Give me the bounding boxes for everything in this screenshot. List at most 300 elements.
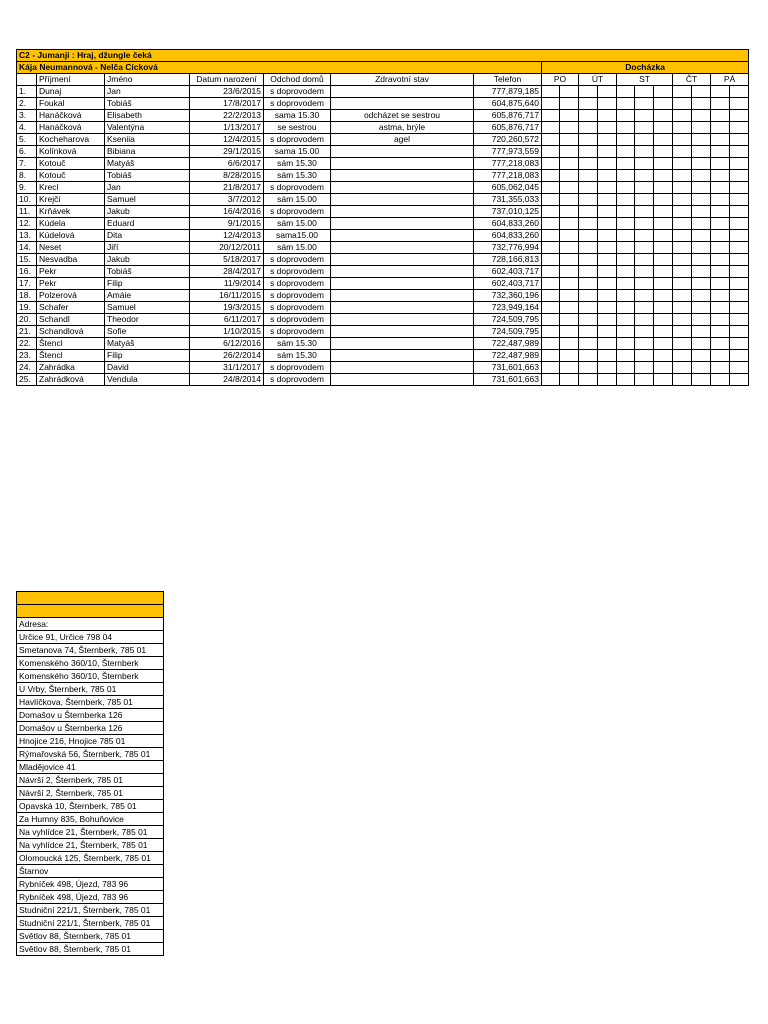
attendance-cell[interactable] bbox=[579, 146, 598, 158]
attendance-cell[interactable] bbox=[654, 338, 673, 350]
attendance-cell[interactable] bbox=[617, 362, 635, 374]
attendance-cell[interactable] bbox=[711, 86, 730, 98]
attendance-cell[interactable] bbox=[673, 302, 692, 314]
attendance-cell[interactable] bbox=[673, 230, 692, 242]
attendance-cell[interactable] bbox=[542, 194, 560, 206]
attendance-cell[interactable] bbox=[635, 242, 654, 254]
attendance-cell[interactable] bbox=[560, 182, 579, 194]
attendance-cell[interactable] bbox=[711, 278, 730, 290]
attendance-cell[interactable] bbox=[692, 266, 711, 278]
attendance-cell[interactable] bbox=[711, 254, 730, 266]
attendance-cell[interactable] bbox=[635, 290, 654, 302]
attendance-cell[interactable] bbox=[635, 182, 654, 194]
attendance-cell[interactable] bbox=[542, 170, 560, 182]
attendance-cell[interactable] bbox=[635, 170, 654, 182]
departure-cell: sám 15.30 bbox=[264, 170, 331, 182]
attendance-cell[interactable] bbox=[598, 350, 617, 362]
attendance-cell[interactable] bbox=[673, 314, 692, 326]
attendance-cell[interactable] bbox=[598, 98, 617, 110]
attendance-cell[interactable] bbox=[654, 230, 673, 242]
attendance-cell[interactable] bbox=[635, 326, 654, 338]
attendance-cell[interactable] bbox=[730, 98, 749, 110]
first-name-cell: Matyáš bbox=[105, 338, 190, 350]
attendance-cell[interactable] bbox=[673, 158, 692, 170]
attendance-cell[interactable] bbox=[560, 122, 579, 134]
address-cell: Rybníček 498, Újezd, 783 96 bbox=[17, 891, 164, 904]
attendance-cell[interactable] bbox=[692, 98, 711, 110]
attendance-cell[interactable] bbox=[579, 302, 598, 314]
attendance-cell[interactable] bbox=[673, 266, 692, 278]
attendance-cell[interactable] bbox=[730, 254, 749, 266]
attendance-cell[interactable] bbox=[654, 134, 673, 146]
attendance-cell[interactable] bbox=[730, 86, 749, 98]
attendance-cell[interactable] bbox=[598, 158, 617, 170]
attendance-cell[interactable] bbox=[598, 86, 617, 98]
attendance-cell[interactable] bbox=[711, 230, 730, 242]
attendance-cell[interactable] bbox=[730, 266, 749, 278]
attendance-cell[interactable] bbox=[730, 290, 749, 302]
attendance-cell[interactable] bbox=[617, 266, 635, 278]
attendance-cell[interactable] bbox=[730, 314, 749, 326]
attendance-cell[interactable] bbox=[673, 134, 692, 146]
attendance-cell[interactable] bbox=[542, 146, 560, 158]
attendance-cell[interactable] bbox=[654, 290, 673, 302]
attendance-cell[interactable] bbox=[654, 374, 673, 386]
attendance-cell[interactable] bbox=[711, 194, 730, 206]
attendance-cell[interactable] bbox=[711, 134, 730, 146]
attendance-cell[interactable] bbox=[598, 362, 617, 374]
attendance-cell[interactable] bbox=[579, 170, 598, 182]
attendance-cell[interactable] bbox=[673, 254, 692, 266]
attendance-cell[interactable] bbox=[692, 242, 711, 254]
attendance-cell[interactable] bbox=[579, 362, 598, 374]
attendance-cell[interactable] bbox=[673, 146, 692, 158]
attendance-cell[interactable] bbox=[654, 254, 673, 266]
attendance-cell[interactable] bbox=[635, 350, 654, 362]
attendance-cell[interactable] bbox=[542, 338, 560, 350]
attendance-cell[interactable] bbox=[579, 242, 598, 254]
attendance-cell[interactable] bbox=[598, 170, 617, 182]
attendance-cell[interactable] bbox=[692, 278, 711, 290]
attendance-cell[interactable] bbox=[730, 362, 749, 374]
attendance-cell[interactable] bbox=[654, 362, 673, 374]
attendance-cell[interactable] bbox=[598, 194, 617, 206]
attendance-cell[interactable] bbox=[617, 110, 635, 122]
attendance-cell[interactable] bbox=[635, 158, 654, 170]
attendance-cell[interactable] bbox=[560, 266, 579, 278]
attendance-cell[interactable] bbox=[542, 350, 560, 362]
attendance-cell[interactable] bbox=[711, 266, 730, 278]
attendance-cell[interactable] bbox=[673, 206, 692, 218]
attendance-cell[interactable] bbox=[617, 314, 635, 326]
attendance-cell[interactable] bbox=[635, 278, 654, 290]
attendance-cell[interactable] bbox=[560, 86, 579, 98]
attendance-cell[interactable] bbox=[560, 98, 579, 110]
attendance-cell[interactable] bbox=[617, 254, 635, 266]
attendance-cell[interactable] bbox=[617, 326, 635, 338]
attendance-cell[interactable] bbox=[598, 254, 617, 266]
attendance-cell[interactable] bbox=[598, 302, 617, 314]
attendance-cell[interactable] bbox=[542, 254, 560, 266]
attendance-cell[interactable] bbox=[654, 110, 673, 122]
attendance-cell[interactable] bbox=[730, 242, 749, 254]
attendance-cell[interactable] bbox=[730, 350, 749, 362]
attendance-cell[interactable] bbox=[579, 158, 598, 170]
attendance-cell[interactable] bbox=[673, 218, 692, 230]
attendance-cell[interactable] bbox=[560, 338, 579, 350]
attendance-cell[interactable] bbox=[617, 122, 635, 134]
attendance-cell[interactable] bbox=[560, 110, 579, 122]
attendance-cell[interactable] bbox=[654, 206, 673, 218]
attendance-cell[interactable] bbox=[673, 374, 692, 386]
attendance-cell[interactable] bbox=[673, 122, 692, 134]
attendance-cell[interactable] bbox=[692, 230, 711, 242]
attendance-cell[interactable] bbox=[617, 194, 635, 206]
attendance-cell[interactable] bbox=[579, 182, 598, 194]
attendance-cell[interactable] bbox=[560, 134, 579, 146]
attendance-cell[interactable] bbox=[673, 182, 692, 194]
attendance-cell[interactable] bbox=[617, 230, 635, 242]
attendance-cell[interactable] bbox=[598, 266, 617, 278]
attendance-cell[interactable] bbox=[711, 182, 730, 194]
attendance-cell[interactable] bbox=[635, 134, 654, 146]
attendance-cell[interactable] bbox=[617, 218, 635, 230]
attendance-cell[interactable] bbox=[542, 278, 560, 290]
col-header-dob: Datum narození bbox=[190, 74, 264, 86]
attendance-cell[interactable] bbox=[692, 338, 711, 350]
attendance-cell[interactable] bbox=[617, 242, 635, 254]
attendance-cell[interactable] bbox=[635, 374, 654, 386]
attendance-cell[interactable] bbox=[598, 182, 617, 194]
attendance-cell[interactable] bbox=[579, 86, 598, 98]
attendance-cell[interactable] bbox=[673, 278, 692, 290]
attendance-cell[interactable] bbox=[692, 206, 711, 218]
attendance-cell[interactable] bbox=[560, 278, 579, 290]
attendance-cell[interactable] bbox=[635, 146, 654, 158]
attendance-cell[interactable] bbox=[579, 218, 598, 230]
attendance-cell[interactable] bbox=[673, 110, 692, 122]
attendance-cell[interactable] bbox=[730, 110, 749, 122]
attendance-cell[interactable] bbox=[654, 350, 673, 362]
attendance-cell[interactable] bbox=[617, 98, 635, 110]
attendance-cell[interactable] bbox=[542, 362, 560, 374]
attendance-cell[interactable] bbox=[542, 374, 560, 386]
attendance-cell[interactable] bbox=[635, 218, 654, 230]
attendance-cell[interactable] bbox=[560, 146, 579, 158]
address-cell: Mladějovice 41 bbox=[17, 761, 164, 774]
attendance-cell[interactable] bbox=[542, 110, 560, 122]
attendance-cell[interactable] bbox=[711, 110, 730, 122]
attendance-cell[interactable] bbox=[692, 290, 711, 302]
attendance-cell[interactable] bbox=[711, 314, 730, 326]
birth-date-cell: 26/2/2014 bbox=[190, 350, 264, 362]
attendance-cell[interactable] bbox=[692, 218, 711, 230]
first-name-cell: Sofie bbox=[105, 326, 190, 338]
attendance-cell[interactable] bbox=[579, 122, 598, 134]
attendance-cell[interactable] bbox=[579, 314, 598, 326]
attendance-cell[interactable] bbox=[730, 326, 749, 338]
attendance-cell[interactable] bbox=[635, 86, 654, 98]
attendance-cell[interactable] bbox=[692, 110, 711, 122]
attendance-cell[interactable] bbox=[579, 290, 598, 302]
attendance-cell[interactable] bbox=[617, 134, 635, 146]
attendance-cell[interactable] bbox=[598, 206, 617, 218]
attendance-cell[interactable] bbox=[560, 194, 579, 206]
attendance-cell[interactable] bbox=[560, 374, 579, 386]
attendance-cell[interactable] bbox=[560, 206, 579, 218]
attendance-cell[interactable] bbox=[692, 350, 711, 362]
attendance-cell[interactable] bbox=[635, 230, 654, 242]
attendance-cell[interactable] bbox=[579, 194, 598, 206]
attendance-cell[interactable] bbox=[730, 134, 749, 146]
attendance-cell[interactable] bbox=[692, 254, 711, 266]
attendance-cell[interactable] bbox=[598, 242, 617, 254]
attendance-cell[interactable] bbox=[730, 122, 749, 134]
attendance-cell[interactable] bbox=[711, 326, 730, 338]
attendance-cell[interactable] bbox=[579, 266, 598, 278]
attendance-cell[interactable] bbox=[560, 362, 579, 374]
attendance-cell[interactable] bbox=[711, 170, 730, 182]
attendance-cell[interactable] bbox=[654, 146, 673, 158]
first-name-cell: Bibiana bbox=[105, 146, 190, 158]
attendance-cell[interactable] bbox=[560, 326, 579, 338]
attendance-cell[interactable] bbox=[635, 194, 654, 206]
attendance-cell[interactable] bbox=[673, 326, 692, 338]
attendance-cell[interactable] bbox=[542, 122, 560, 134]
attendance-cell[interactable] bbox=[692, 134, 711, 146]
attendance-cell[interactable] bbox=[617, 290, 635, 302]
attendance-cell[interactable] bbox=[711, 350, 730, 362]
attendance-cell[interactable] bbox=[579, 206, 598, 218]
attendance-cell[interactable] bbox=[711, 206, 730, 218]
table-row bbox=[17, 302, 768, 314]
attendance-cell[interactable] bbox=[542, 326, 560, 338]
attendance-cell[interactable] bbox=[579, 350, 598, 362]
attendance-cell[interactable] bbox=[692, 146, 711, 158]
attendance-cell[interactable] bbox=[579, 110, 598, 122]
surname-cell: Kúdela bbox=[37, 218, 105, 230]
attendance-cell[interactable] bbox=[598, 326, 617, 338]
attendance-cell[interactable] bbox=[673, 350, 692, 362]
attendance-cell[interactable] bbox=[617, 170, 635, 182]
attendance-cell[interactable] bbox=[654, 182, 673, 194]
leaders-row bbox=[17, 62, 768, 74]
attendance-cell[interactable] bbox=[560, 350, 579, 362]
attendance-cell[interactable] bbox=[673, 86, 692, 98]
attendance-cell[interactable] bbox=[730, 302, 749, 314]
attendance-cell[interactable] bbox=[730, 374, 749, 386]
address-label: Adresa: bbox=[17, 618, 164, 631]
row-number: 24. bbox=[17, 362, 37, 374]
attendance-cell[interactable] bbox=[579, 254, 598, 266]
attendance-cell[interactable] bbox=[579, 98, 598, 110]
attendance-cell[interactable] bbox=[692, 182, 711, 194]
attendance-cell[interactable] bbox=[617, 182, 635, 194]
attendance-cell[interactable] bbox=[598, 374, 617, 386]
attendance-cell[interactable] bbox=[598, 134, 617, 146]
attendance-cell[interactable] bbox=[598, 218, 617, 230]
attendance-cell[interactable] bbox=[692, 302, 711, 314]
attendance-cell[interactable] bbox=[560, 158, 579, 170]
attendance-cell[interactable] bbox=[673, 362, 692, 374]
attendance-cell[interactable] bbox=[617, 338, 635, 350]
attendance-cell[interactable] bbox=[635, 314, 654, 326]
phone-cell: 605,876,717 bbox=[474, 122, 542, 134]
attendance-cell[interactable] bbox=[692, 326, 711, 338]
attendance-cell[interactable] bbox=[560, 230, 579, 242]
attendance-cell[interactable] bbox=[579, 338, 598, 350]
attendance-cell[interactable] bbox=[635, 302, 654, 314]
attendance-cell[interactable] bbox=[673, 194, 692, 206]
attendance-cell[interactable] bbox=[692, 194, 711, 206]
attendance-cell[interactable] bbox=[730, 338, 749, 350]
attendance-cell[interactable] bbox=[617, 302, 635, 314]
attendance-cell[interactable] bbox=[730, 278, 749, 290]
attendance-cell[interactable] bbox=[673, 98, 692, 110]
attendance-cell[interactable] bbox=[692, 374, 711, 386]
attendance-cell[interactable] bbox=[692, 158, 711, 170]
attendance-cell[interactable] bbox=[617, 374, 635, 386]
attendance-cell[interactable] bbox=[635, 266, 654, 278]
attendance-cell[interactable] bbox=[635, 362, 654, 374]
attendance-cell[interactable] bbox=[579, 326, 598, 338]
attendance-cell[interactable] bbox=[542, 206, 560, 218]
attendance-cell[interactable] bbox=[711, 290, 730, 302]
attendance-cell[interactable] bbox=[654, 158, 673, 170]
attendance-cell[interactable] bbox=[654, 278, 673, 290]
attendance-cell[interactable] bbox=[673, 242, 692, 254]
attendance-cell[interactable] bbox=[635, 98, 654, 110]
address-row bbox=[17, 735, 164, 748]
attendance-cell[interactable] bbox=[560, 302, 579, 314]
attendance-cell[interactable] bbox=[542, 302, 560, 314]
attendance-cell[interactable] bbox=[730, 206, 749, 218]
attendance-cell[interactable] bbox=[730, 158, 749, 170]
attendance-cell[interactable] bbox=[598, 146, 617, 158]
attendance-cell[interactable] bbox=[654, 122, 673, 134]
attendance-cell[interactable] bbox=[542, 290, 560, 302]
attendance-cell[interactable] bbox=[654, 242, 673, 254]
attendance-cell[interactable] bbox=[542, 134, 560, 146]
attendance-cell[interactable] bbox=[560, 242, 579, 254]
attendance-cell[interactable] bbox=[542, 98, 560, 110]
attendance-cell[interactable] bbox=[542, 86, 560, 98]
attendance-cell[interactable] bbox=[598, 230, 617, 242]
attendance-cell[interactable] bbox=[711, 158, 730, 170]
attendance-cell[interactable] bbox=[542, 182, 560, 194]
attendance-cell[interactable] bbox=[692, 86, 711, 98]
attendance-cell[interactable] bbox=[542, 314, 560, 326]
attendance-cell[interactable] bbox=[635, 338, 654, 350]
attendance-cell[interactable] bbox=[654, 194, 673, 206]
first-name-cell: Amáie bbox=[105, 290, 190, 302]
attendance-cell[interactable] bbox=[711, 122, 730, 134]
row-number: 2. bbox=[17, 98, 37, 110]
attendance-cell[interactable] bbox=[542, 218, 560, 230]
attendance-cell[interactable] bbox=[692, 314, 711, 326]
departure-cell: se sestrou bbox=[264, 122, 331, 134]
attendance-cell[interactable] bbox=[617, 146, 635, 158]
attendance-cell[interactable] bbox=[692, 122, 711, 134]
attendance-cell[interactable] bbox=[579, 374, 598, 386]
attendance-cell[interactable] bbox=[730, 182, 749, 194]
birth-date-cell: 1/10/2015 bbox=[190, 326, 264, 338]
attendance-cell[interactable] bbox=[598, 314, 617, 326]
attendance-cell[interactable] bbox=[542, 242, 560, 254]
attendance-cell[interactable] bbox=[692, 170, 711, 182]
col-header-name: Jméno bbox=[105, 74, 190, 86]
attendance-cell[interactable] bbox=[635, 110, 654, 122]
attendance-cell[interactable] bbox=[673, 170, 692, 182]
attendance-cell[interactable] bbox=[617, 86, 635, 98]
attendance-cell[interactable] bbox=[673, 290, 692, 302]
attendance-cell[interactable] bbox=[711, 302, 730, 314]
attendance-cell[interactable] bbox=[598, 122, 617, 134]
attendance-cell[interactable] bbox=[579, 134, 598, 146]
attendance-cell[interactable] bbox=[579, 230, 598, 242]
attendance-cell[interactable] bbox=[711, 146, 730, 158]
attendance-cell[interactable] bbox=[635, 122, 654, 134]
row-number: 6. bbox=[17, 146, 37, 158]
attendance-cell[interactable] bbox=[654, 98, 673, 110]
attendance-cell[interactable] bbox=[654, 326, 673, 338]
attendance-cell[interactable] bbox=[730, 230, 749, 242]
attendance-cell[interactable] bbox=[617, 350, 635, 362]
attendance-cell[interactable] bbox=[654, 86, 673, 98]
attendance-cell[interactable] bbox=[711, 218, 730, 230]
attendance-cell[interactable] bbox=[560, 290, 579, 302]
attendance-cell[interactable] bbox=[654, 266, 673, 278]
attendance-cell[interactable] bbox=[617, 278, 635, 290]
attendance-cell[interactable] bbox=[617, 158, 635, 170]
attendance-cell[interactable] bbox=[730, 218, 749, 230]
attendance-cell[interactable] bbox=[654, 314, 673, 326]
attendance-cell[interactable] bbox=[560, 314, 579, 326]
attendance-cell[interactable] bbox=[730, 146, 749, 158]
attendance-cell[interactable] bbox=[598, 278, 617, 290]
attendance-cell[interactable] bbox=[560, 218, 579, 230]
attendance-cell[interactable] bbox=[617, 206, 635, 218]
address-row bbox=[17, 657, 164, 670]
attendance-cell[interactable] bbox=[730, 194, 749, 206]
attendance-cell[interactable] bbox=[542, 158, 560, 170]
attendance-cell[interactable] bbox=[692, 362, 711, 374]
attendance-cell[interactable] bbox=[579, 278, 598, 290]
attendance-cell[interactable] bbox=[598, 338, 617, 350]
attendance-cell[interactable] bbox=[635, 206, 654, 218]
attendance-cell[interactable] bbox=[560, 170, 579, 182]
attendance-cell[interactable] bbox=[635, 254, 654, 266]
attendance-cell[interactable] bbox=[598, 110, 617, 122]
attendance-cell[interactable] bbox=[711, 98, 730, 110]
attendance-cell[interactable] bbox=[711, 242, 730, 254]
attendance-cell[interactable] bbox=[560, 254, 579, 266]
health-cell: agel bbox=[331, 134, 474, 146]
attendance-cell[interactable] bbox=[598, 290, 617, 302]
attendance-cell[interactable] bbox=[542, 266, 560, 278]
attendance-cell[interactable] bbox=[730, 170, 749, 182]
first-name-cell: Elisabeth bbox=[105, 110, 190, 122]
attendance-cell[interactable] bbox=[711, 362, 730, 374]
health-cell bbox=[331, 218, 474, 230]
attendance-cell[interactable] bbox=[711, 338, 730, 350]
attendance-cell[interactable] bbox=[711, 374, 730, 386]
attendance-cell[interactable] bbox=[542, 230, 560, 242]
attendance-cell[interactable] bbox=[654, 170, 673, 182]
attendance-cell[interactable] bbox=[654, 302, 673, 314]
attendance-cell[interactable] bbox=[654, 218, 673, 230]
attendance-cell[interactable] bbox=[673, 338, 692, 350]
